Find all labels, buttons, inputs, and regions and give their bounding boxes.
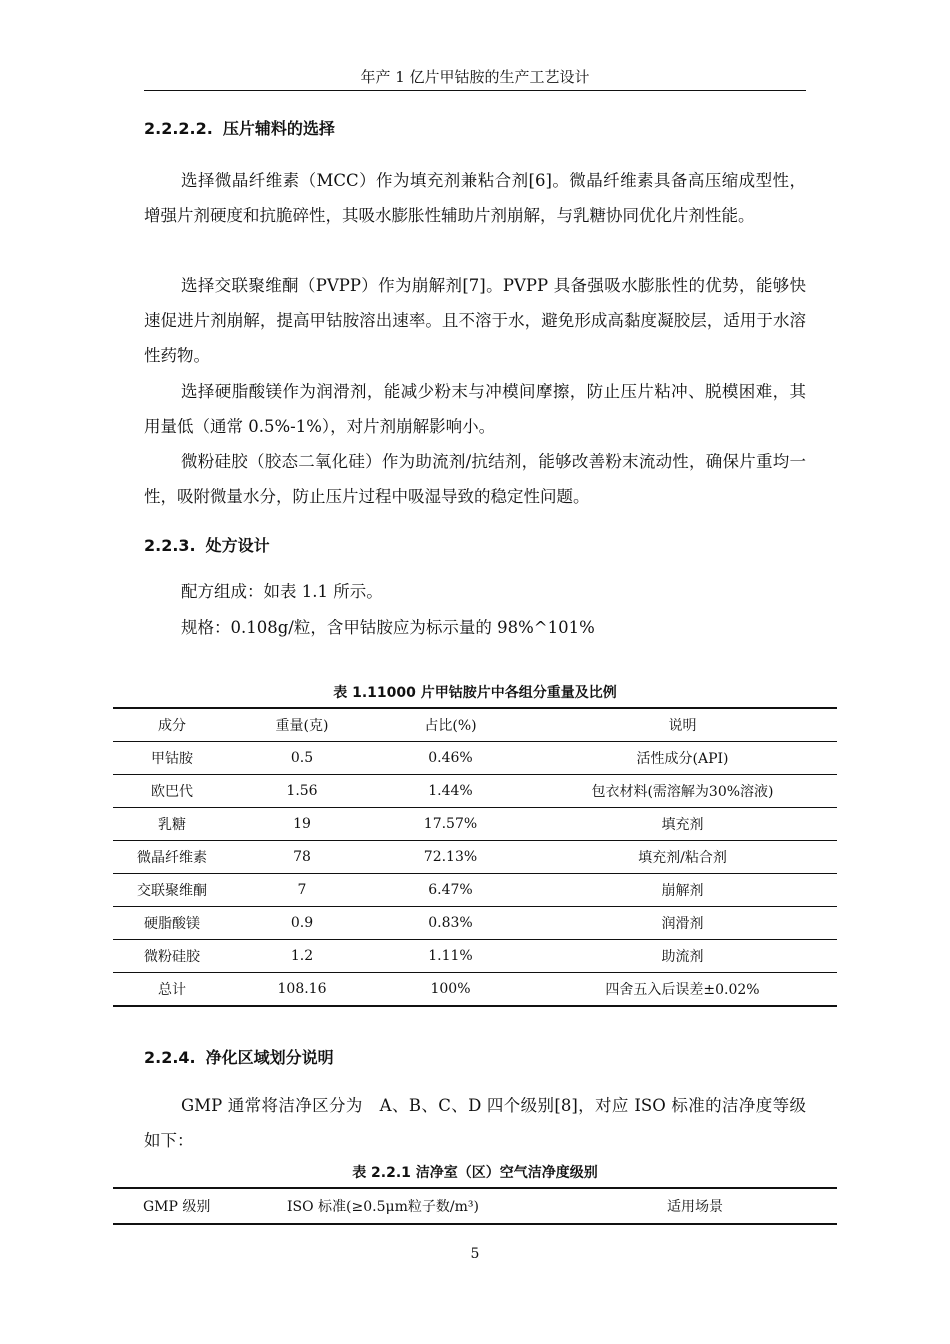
section-heading-2222 bbox=[144, 118, 335, 140]
table-cell: 1.44% bbox=[373, 775, 528, 808]
table-cell: 0.83% bbox=[373, 907, 528, 940]
table-cell: 崩解剂 bbox=[528, 874, 837, 907]
table-caption: 表 2.2.1 洁净室（区）空气洁净度级别 bbox=[352, 1165, 598, 1181]
table-cell: 总计 bbox=[113, 973, 231, 1007]
table-cell: 6.47% bbox=[373, 874, 528, 907]
table-row bbox=[113, 742, 837, 775]
section-title: 压片辅料的选择 bbox=[222, 119, 335, 138]
paragraph-formula: 配方组成：如表 1.1 所示。 bbox=[181, 582, 383, 601]
table-row bbox=[113, 940, 837, 973]
section-number: 2.2.2.2. bbox=[144, 119, 213, 138]
section-heading-223 bbox=[144, 535, 270, 557]
column-header: 适用场景 bbox=[553, 1188, 837, 1224]
column-header: GMP 级别 bbox=[113, 1188, 263, 1224]
table-header-row bbox=[113, 708, 837, 742]
table-cell: 100% bbox=[373, 973, 528, 1007]
paragraph-spec: 规格：0.108g/粒，含甲钴胺应为标示量的 98%^101% bbox=[181, 618, 595, 637]
table-cell: 108.16 bbox=[231, 973, 373, 1007]
table-row-total bbox=[113, 973, 837, 1007]
table-cell: 72.13% bbox=[373, 841, 528, 874]
table-cell: 0.5 bbox=[231, 742, 373, 775]
running-header: 年产 1 亿片甲钴胺的生产工艺设计 bbox=[144, 66, 806, 91]
section-number: 2.2.3. bbox=[144, 536, 196, 555]
paragraph-pvpp: 选择交联聚维酮（PVPP）作为崩解剂[7]。PVPP 具备强吸水膨胀性的优势，能够快速促进片剂崩解，提高甲钴胺溶出速率。且不溶于水，避免形成高黏度凝胶层，适用于水溶性药物。 bbox=[144, 276, 806, 365]
formula-table bbox=[113, 707, 837, 1007]
table-cell: 乳糖 bbox=[113, 808, 231, 841]
table-cell: 0.46% bbox=[373, 742, 528, 775]
table-cell: 7 bbox=[231, 874, 373, 907]
table-cell: 交联聚维酮 bbox=[113, 874, 231, 907]
table-cell: 四舍五入后误差±0.02% bbox=[528, 973, 837, 1007]
table-row bbox=[113, 874, 837, 907]
table-cell: 润滑剂 bbox=[528, 907, 837, 940]
paragraph-silica: 微粉硅胶（胶态二氧化硅）作为助流剂/抗结剂，能够改善粉末流动性，确保片重均一性，吸附微量水分，防止压片过程中吸湿导致的稳定性问题。 bbox=[144, 452, 806, 506]
table-cell: 包衣材料(需溶解为30%溶液) bbox=[528, 775, 837, 808]
table-cell: 1.56 bbox=[231, 775, 373, 808]
column-header: ISO 标准(≥0.5μm粒子数/m³) bbox=[263, 1188, 553, 1224]
table-cell: 19 bbox=[231, 808, 373, 841]
table-cell: 0.9 bbox=[231, 907, 373, 940]
table-cell: 微晶纤维素 bbox=[113, 841, 231, 874]
table-cell: 填充剂 bbox=[528, 808, 837, 841]
page-number: 5 bbox=[470, 1246, 480, 1262]
table-cell: 硬脂酸镁 bbox=[113, 907, 231, 940]
table-row bbox=[113, 775, 837, 808]
table-cell: 78 bbox=[231, 841, 373, 874]
section-title: 净化区域划分说明 bbox=[205, 1048, 334, 1067]
table-cell: 微粉硅胶 bbox=[113, 940, 231, 973]
cleanroom-table bbox=[113, 1187, 837, 1225]
table-cell: 助流剂 bbox=[528, 940, 837, 973]
table-header-row bbox=[113, 1188, 837, 1224]
table-cell: 甲钴胺 bbox=[113, 742, 231, 775]
table-cell: 17.57% bbox=[373, 808, 528, 841]
table-row bbox=[113, 907, 837, 940]
table-cell: 1.2 bbox=[231, 940, 373, 973]
table-cell: 填充剂/粘合剂 bbox=[528, 841, 837, 874]
paragraph-gmp-grades: GMP 通常将洁净区分为 A、B、C、D 四个级别[8]，对应 ISO 标准的洁净度等级如下： bbox=[144, 1096, 806, 1150]
column-header: 说明 bbox=[528, 708, 837, 742]
paragraph-magnesium-stearate: 选择硬脂酸镁作为润滑剂，能减少粉末与冲模间摩擦，防止压片粘冲、脱模困难，其用量低（通常 0.5%-1%），对片剂崩解影响小。 bbox=[144, 382, 806, 436]
column-header: 占比(%) bbox=[373, 708, 528, 742]
table-row bbox=[113, 841, 837, 874]
table-row bbox=[113, 808, 837, 841]
section-heading-224 bbox=[144, 1047, 334, 1069]
table-cell: 活性成分(API) bbox=[528, 742, 837, 775]
section-number: 2.2.4. bbox=[144, 1048, 196, 1067]
paragraph-mcc: 选择微晶纤维素（MCC）作为填充剂兼粘合剂[6]。微晶纤维素具备高压缩成型性，增强片剂硬度和抗脆碎性，其吸水膨胀性辅助片剂崩解，与乳糖协同优化片剂性能。 bbox=[144, 171, 806, 225]
table-caption: 表 1.11000 片甲钴胺片中各组分重量及比例 bbox=[333, 685, 617, 701]
table-cell: 1.11% bbox=[373, 940, 528, 973]
column-header: 成分 bbox=[113, 708, 231, 742]
table-cell: 欧巴代 bbox=[113, 775, 231, 808]
section-title: 处方设计 bbox=[205, 536, 270, 555]
column-header: 重量(克) bbox=[231, 708, 373, 742]
